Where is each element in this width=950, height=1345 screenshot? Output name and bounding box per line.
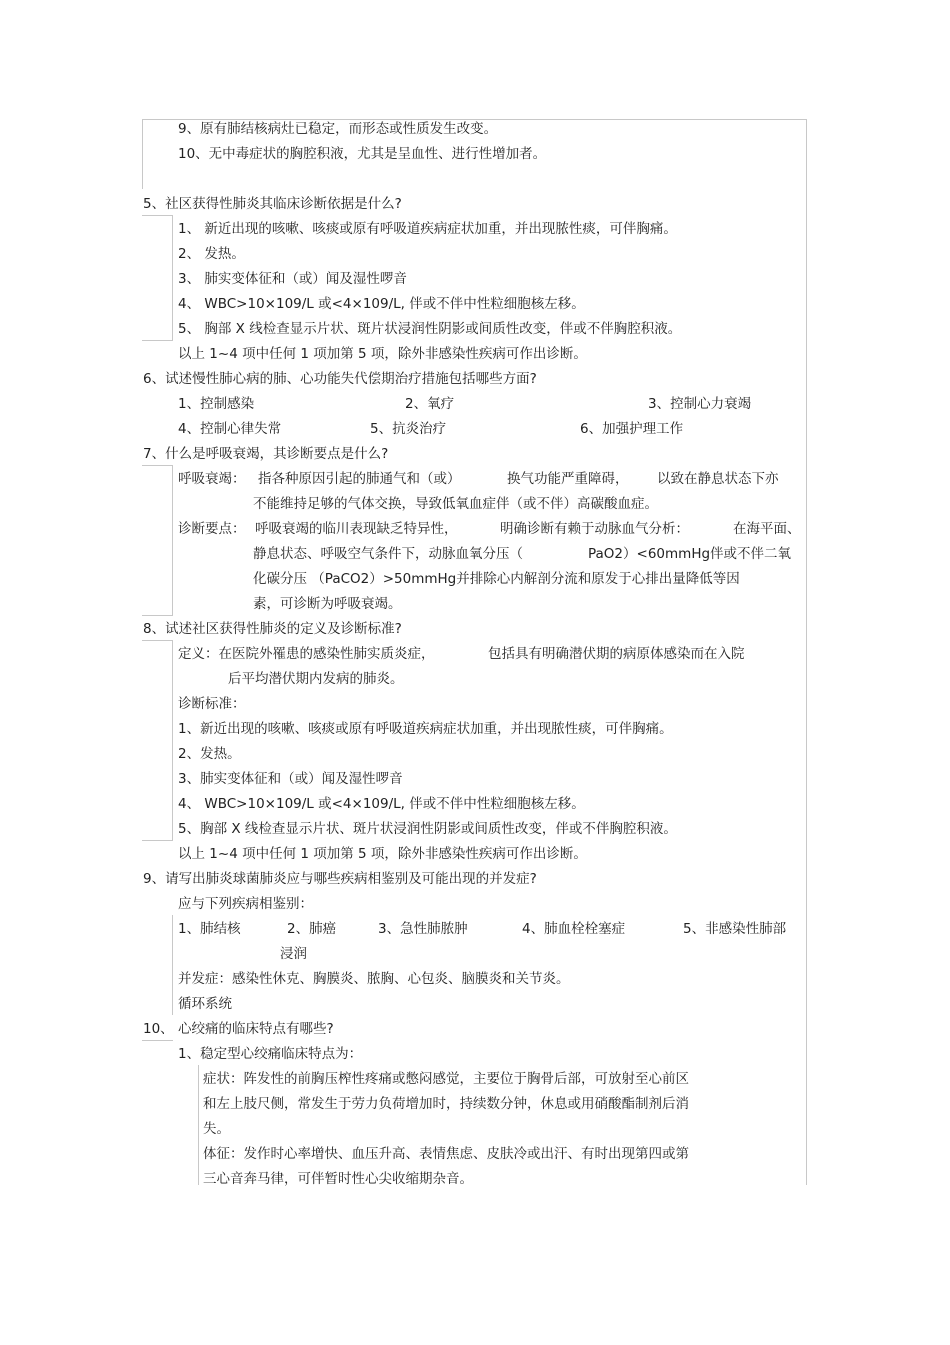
- q9-disease-5: 5、非感染性肺部: [683, 921, 787, 937]
- q7-def-part-c: 以致在静息状态下亦: [657, 471, 779, 487]
- q6-measure-4: 4、控制心律失常: [178, 421, 282, 437]
- q6-title: 6、试述慢性肺心病的肺、心功能失代偿期治疗措施包括哪些方面?: [143, 371, 537, 387]
- q10-title: 10、 心绞痛的临床特点有哪些?: [143, 1021, 334, 1037]
- row-divider: [142, 465, 173, 466]
- q10-symptom-line-1: 症状：阵发性的前胸压榨性疼痛或憋闷感觉，主要位于胸骨后部，可放射至心前区: [203, 1071, 689, 1087]
- row-divider: [142, 640, 173, 641]
- q8-def-line-2: 后平均潜伏期内发病的肺炎。: [228, 671, 404, 687]
- q9-disease-3: 3、急性肺脓肿: [378, 921, 468, 937]
- q8-def-part-b: 包括具有明确潜伏期的病原体感染而在入院: [488, 646, 745, 662]
- row-divider: [142, 615, 173, 616]
- q5-item-2: 2、 发热。: [178, 246, 245, 262]
- q8-title: 8、试述社区获得性肺炎的定义及诊断标准?: [143, 621, 402, 637]
- q8-conclusion: 以上 1~4 项中任何 1 项加第 5 项，除外非感染性疾病可作出诊断。: [178, 846, 587, 862]
- q5-item-3: 3、 肺实变体征和（或）闻及湿性啰音: [178, 271, 407, 287]
- table-right-border: [806, 119, 807, 1185]
- table-left-border-top: [142, 119, 143, 189]
- q7-diag-label: 诊断要点：: [178, 521, 246, 537]
- q7-diag-part-a: 呼吸衰竭的临川表现缺乏特异性，: [255, 521, 458, 537]
- q10-symptom-line-2: 和左上肢尺侧，常发生于劳力负荷增加时，持续数分钟，休息或用硝酸酯制剂后消: [203, 1096, 689, 1112]
- q7-def-part-a: 指各种原因引起的肺通气和（或）: [258, 471, 461, 487]
- q10-subheading: 1、稳定型心绞痛临床特点为：: [178, 1046, 363, 1062]
- q9-disease-4: 4、肺血栓栓塞症: [522, 921, 626, 937]
- q8-item-1: 1、新近出现的咳嗽、咳痰或原有呼吸道疾病症状加重，并出现脓性痰，可伴胸痛。: [178, 721, 673, 737]
- table-inner-border-q9: [172, 915, 173, 1015]
- q7-diag-part-b: 明确诊断有赖于动脉血气分析：: [500, 521, 689, 537]
- q8-def-part-a: 定义：在医院外罹患的感染性肺实质炎症，: [178, 646, 435, 662]
- q9-disease-2: 2、肺癌: [287, 921, 337, 937]
- q8-item-5: 5、胸部 X 线检查显示片状、斑片状浸润性阴影或间质性改变，伴或不伴胸腔积液。: [178, 821, 677, 837]
- q7-diag-part-c: 在海平面、: [733, 521, 801, 537]
- q9-intro: 应与下列疾病相鉴别：: [178, 896, 313, 912]
- row-divider: [142, 340, 173, 341]
- q7-diag-line-2b: PaO2）<60mmHg伴或不伴二氧: [588, 546, 792, 562]
- q5-item-5: 5、 胸部 X 线检查显示片状、斑片状浸润性阴影或间质性改变，伴或不伴胸腔积液。: [178, 321, 682, 337]
- q6-measure-5: 5、抗炎治疗: [370, 421, 447, 437]
- q9-disease-5-cont: 浸润: [280, 946, 307, 962]
- q9-complications: 并发症：感染性休克、胸膜炎、脓胸、心包炎、脑膜炎和关节炎。: [178, 971, 570, 987]
- q9-title: 9、请写出肺炎球菌肺炎应与哪些疾病相鉴别及可能出现的并发症?: [143, 871, 537, 887]
- q5-item-4: 4、 WBC>10×109/L 或<4×109/L, 伴或不伴中性粒细胞核左移。: [178, 296, 585, 312]
- table-inner-border-q5: [172, 215, 173, 340]
- q7-def-label: 呼吸衰竭：: [178, 471, 246, 487]
- q7-diag-line-2a: 静息状态、呼吸空气条件下，动脉血氧分压（: [253, 546, 523, 562]
- q6-measure-6: 6、加强护理工作: [580, 421, 684, 437]
- q8-std-label: 诊断标准：: [178, 696, 246, 712]
- section-heading: 循环系统: [178, 996, 232, 1012]
- q7-def-line-2: 不能维持足够的气体交换，导致低氧血症伴（或不伴）高碳酸血症。: [253, 496, 658, 512]
- q4-item-9: 9、原有肺结核病灶已稳定，而形态或性质发生改变。: [178, 121, 498, 137]
- q7-title: 7、什么是呼吸衰竭，其诊断要点是什么?: [143, 446, 389, 462]
- row-divider: [142, 1040, 173, 1041]
- q7-diag-line-4: 素，可诊断为呼吸衰竭。: [253, 596, 402, 612]
- q8-item-2: 2、发热。: [178, 746, 241, 762]
- q6-measure-1: 1、控制感染: [178, 396, 255, 412]
- row-divider: [142, 840, 173, 841]
- q5-conclusion: 以上 1~4 项中任何 1 项加第 5 项，除外非感染性疾病可作出诊断。: [178, 346, 587, 362]
- table-inner-border-q8: [172, 640, 173, 840]
- q7-diag-line-3: 化碳分压 （PaCO2）>50mmHg并排除心内解剖分流和原发于心排出量降低等因: [253, 571, 740, 587]
- q5-title: 5、社区获得性肺炎其临床诊断依据是什么?: [143, 196, 402, 212]
- q7-def-part-b: 换气功能严重障碍，: [507, 471, 629, 487]
- q10-sign-line-1: 体征：发作时心率增快、血压升高、表情焦虑、皮肤冷或出汗、有时出现第四或第: [203, 1146, 689, 1162]
- q8-item-3: 3、肺实变体征和（或）闻及湿性啰音: [178, 771, 403, 787]
- q9-disease-1: 1、肺结核: [178, 921, 241, 937]
- table-inner-border-q7: [172, 465, 173, 615]
- q5-item-1: 1、 新近出现的咳嗽、咳痰或原有呼吸道疾病症状加重，并出现脓性痰，可伴胸痛。: [178, 221, 677, 237]
- q10-sign-line-2: 三心音奔马律，可伴暂时性心尖收缩期杂音。: [203, 1171, 473, 1187]
- row-divider: [142, 215, 173, 216]
- q6-measure-2: 2、氧疗: [405, 396, 455, 412]
- table-inner-border-q10: [198, 1065, 199, 1185]
- q6-measure-3: 3、控制心力衰竭: [648, 396, 752, 412]
- q8-item-4: 4、 WBC>10×109/L 或<4×109/L, 伴或不伴中性粒细胞核左移。: [178, 796, 585, 812]
- q4-item-10: 10、无中毒症状的胸腔积液，尤其是呈血性、进行性增加者。: [178, 146, 547, 162]
- q10-symptom-line-3: 失。: [203, 1121, 230, 1137]
